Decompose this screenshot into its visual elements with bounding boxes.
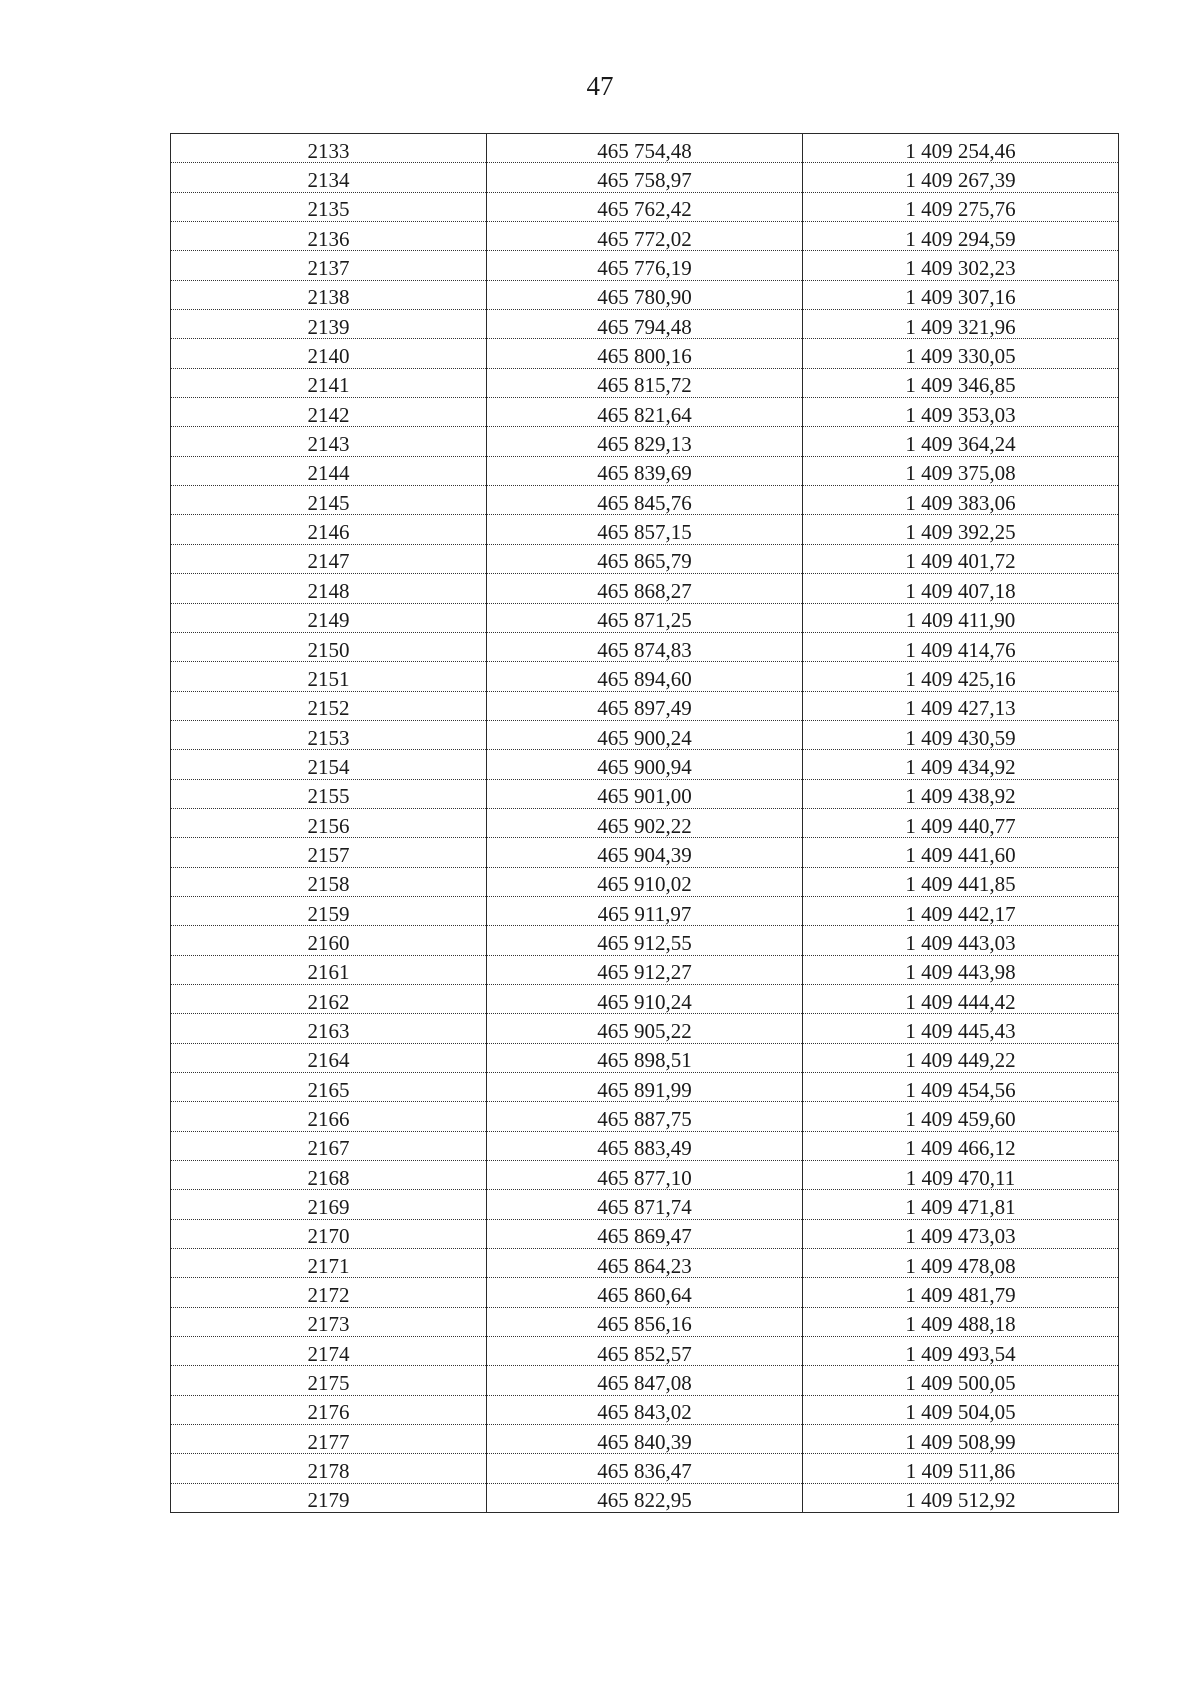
x-coordinate-cell: 465 758,97 xyxy=(487,163,803,192)
table-row xyxy=(171,486,1119,515)
table-row xyxy=(171,1278,1119,1307)
point-number-cell: 2178 xyxy=(171,1454,487,1483)
y-coordinate-cell: 1 409 445,43 xyxy=(803,1014,1119,1043)
table-row xyxy=(171,339,1119,368)
x-coordinate-cell: 465 860,64 xyxy=(487,1278,803,1307)
point-number-cell: 2145 xyxy=(171,486,487,515)
x-coordinate-cell: 465 911,97 xyxy=(487,896,803,925)
point-number-cell: 2144 xyxy=(171,456,487,485)
x-coordinate-cell: 465 900,24 xyxy=(487,720,803,749)
point-number-cell: 2157 xyxy=(171,838,487,867)
table-row xyxy=(171,720,1119,749)
table-row xyxy=(171,1483,1119,1512)
y-coordinate-cell: 1 409 454,56 xyxy=(803,1073,1119,1102)
point-number-cell: 2161 xyxy=(171,955,487,984)
table-row xyxy=(171,192,1119,221)
point-number-cell: 2142 xyxy=(171,398,487,427)
x-coordinate-cell: 465 762,42 xyxy=(487,192,803,221)
table-row xyxy=(171,779,1119,808)
table-row xyxy=(171,1425,1119,1454)
y-coordinate-cell: 1 409 481,79 xyxy=(803,1278,1119,1307)
x-coordinate-cell: 465 874,83 xyxy=(487,632,803,661)
point-number-cell: 2148 xyxy=(171,574,487,603)
table-row xyxy=(171,955,1119,984)
table-row xyxy=(171,1161,1119,1190)
table-row xyxy=(171,632,1119,661)
point-number-cell: 2165 xyxy=(171,1073,487,1102)
point-number-cell: 2154 xyxy=(171,750,487,779)
table-row xyxy=(171,750,1119,779)
y-coordinate-cell: 1 409 438,92 xyxy=(803,779,1119,808)
table-row xyxy=(171,427,1119,456)
table-row xyxy=(171,1102,1119,1131)
point-number-cell: 2171 xyxy=(171,1249,487,1278)
point-number-cell: 2164 xyxy=(171,1043,487,1072)
y-coordinate-cell: 1 409 294,59 xyxy=(803,222,1119,251)
x-coordinate-cell: 465 754,48 xyxy=(487,134,803,163)
coordinates-table xyxy=(170,133,1119,1513)
point-number-cell: 2151 xyxy=(171,662,487,691)
y-coordinate-cell: 1 409 353,03 xyxy=(803,398,1119,427)
point-number-cell: 2159 xyxy=(171,896,487,925)
x-coordinate-cell: 465 898,51 xyxy=(487,1043,803,1072)
y-coordinate-cell: 1 409 441,60 xyxy=(803,838,1119,867)
x-coordinate-cell: 465 840,39 xyxy=(487,1425,803,1454)
y-coordinate-cell: 1 409 444,42 xyxy=(803,984,1119,1013)
table-row xyxy=(171,280,1119,309)
y-coordinate-cell: 1 409 478,08 xyxy=(803,1249,1119,1278)
y-coordinate-cell: 1 409 346,85 xyxy=(803,368,1119,397)
point-number-cell: 2172 xyxy=(171,1278,487,1307)
y-coordinate-cell: 1 409 321,96 xyxy=(803,310,1119,339)
x-coordinate-cell: 465 780,90 xyxy=(487,280,803,309)
y-coordinate-cell: 1 409 364,24 xyxy=(803,427,1119,456)
y-coordinate-cell: 1 409 330,05 xyxy=(803,339,1119,368)
y-coordinate-cell: 1 409 511,86 xyxy=(803,1454,1119,1483)
x-coordinate-cell: 465 887,75 xyxy=(487,1102,803,1131)
x-coordinate-cell: 465 901,00 xyxy=(487,779,803,808)
table-row xyxy=(171,926,1119,955)
x-coordinate-cell: 465 905,22 xyxy=(487,1014,803,1043)
table-row xyxy=(171,1366,1119,1395)
y-coordinate-cell: 1 409 302,23 xyxy=(803,251,1119,280)
point-number-cell: 2155 xyxy=(171,779,487,808)
y-coordinate-cell: 1 409 471,81 xyxy=(803,1190,1119,1219)
y-coordinate-cell: 1 409 440,77 xyxy=(803,808,1119,837)
y-coordinate-cell: 1 409 414,76 xyxy=(803,632,1119,661)
point-number-cell: 2163 xyxy=(171,1014,487,1043)
table-row xyxy=(171,574,1119,603)
table-row xyxy=(171,808,1119,837)
y-coordinate-cell: 1 409 500,05 xyxy=(803,1366,1119,1395)
x-coordinate-cell: 465 856,16 xyxy=(487,1307,803,1336)
y-coordinate-cell: 1 409 508,99 xyxy=(803,1425,1119,1454)
x-coordinate-cell: 465 883,49 xyxy=(487,1131,803,1160)
point-number-cell: 2173 xyxy=(171,1307,487,1336)
point-number-cell: 2175 xyxy=(171,1366,487,1395)
point-number-cell: 2176 xyxy=(171,1395,487,1424)
table-row xyxy=(171,515,1119,544)
x-coordinate-cell: 465 910,24 xyxy=(487,984,803,1013)
y-coordinate-cell: 1 409 392,25 xyxy=(803,515,1119,544)
point-number-cell: 2162 xyxy=(171,984,487,1013)
y-coordinate-cell: 1 409 307,16 xyxy=(803,280,1119,309)
table-row xyxy=(171,691,1119,720)
y-coordinate-cell: 1 409 401,72 xyxy=(803,544,1119,573)
table-row xyxy=(171,163,1119,192)
y-coordinate-cell: 1 409 473,03 xyxy=(803,1219,1119,1248)
x-coordinate-cell: 465 836,47 xyxy=(487,1454,803,1483)
table-row xyxy=(171,838,1119,867)
x-coordinate-cell: 465 776,19 xyxy=(487,251,803,280)
point-number-cell: 2152 xyxy=(171,691,487,720)
point-number-cell: 2153 xyxy=(171,720,487,749)
y-coordinate-cell: 1 409 411,90 xyxy=(803,603,1119,632)
y-coordinate-cell: 1 409 493,54 xyxy=(803,1337,1119,1366)
x-coordinate-cell: 465 800,16 xyxy=(487,339,803,368)
y-coordinate-cell: 1 409 383,06 xyxy=(803,486,1119,515)
x-coordinate-cell: 465 900,94 xyxy=(487,750,803,779)
x-coordinate-cell: 465 847,08 xyxy=(487,1366,803,1395)
table-row xyxy=(171,1014,1119,1043)
point-number-cell: 2169 xyxy=(171,1190,487,1219)
table-row xyxy=(171,662,1119,691)
x-coordinate-cell: 465 857,15 xyxy=(487,515,803,544)
x-coordinate-cell: 465 891,99 xyxy=(487,1073,803,1102)
table-row xyxy=(171,1190,1119,1219)
coordinates-table-body xyxy=(171,134,1119,1513)
point-number-cell: 2167 xyxy=(171,1131,487,1160)
point-number-cell: 2179 xyxy=(171,1483,487,1512)
table-row xyxy=(171,456,1119,485)
point-number-cell: 2149 xyxy=(171,603,487,632)
x-coordinate-cell: 465 772,02 xyxy=(487,222,803,251)
table-row xyxy=(171,603,1119,632)
point-number-cell: 2177 xyxy=(171,1425,487,1454)
y-coordinate-cell: 1 409 254,46 xyxy=(803,134,1119,163)
point-number-cell: 2150 xyxy=(171,632,487,661)
table-row xyxy=(171,368,1119,397)
x-coordinate-cell: 465 877,10 xyxy=(487,1161,803,1190)
table-row xyxy=(171,896,1119,925)
y-coordinate-cell: 1 409 441,85 xyxy=(803,867,1119,896)
y-coordinate-cell: 1 409 470,11 xyxy=(803,1161,1119,1190)
point-number-cell: 2136 xyxy=(171,222,487,251)
point-number-cell: 2134 xyxy=(171,163,487,192)
x-coordinate-cell: 465 869,47 xyxy=(487,1219,803,1248)
x-coordinate-cell: 465 845,76 xyxy=(487,486,803,515)
point-number-cell: 2170 xyxy=(171,1219,487,1248)
y-coordinate-cell: 1 409 427,13 xyxy=(803,691,1119,720)
point-number-cell: 2137 xyxy=(171,251,487,280)
table-row xyxy=(171,1307,1119,1336)
x-coordinate-cell: 465 864,23 xyxy=(487,1249,803,1278)
x-coordinate-cell: 465 821,64 xyxy=(487,398,803,427)
point-number-cell: 2168 xyxy=(171,1161,487,1190)
y-coordinate-cell: 1 409 407,18 xyxy=(803,574,1119,603)
table-row xyxy=(171,222,1119,251)
table-row xyxy=(171,1395,1119,1424)
x-coordinate-cell: 465 839,69 xyxy=(487,456,803,485)
table-row xyxy=(171,867,1119,896)
x-coordinate-cell: 465 843,02 xyxy=(487,1395,803,1424)
point-number-cell: 2174 xyxy=(171,1337,487,1366)
y-coordinate-cell: 1 409 449,22 xyxy=(803,1043,1119,1072)
table-row xyxy=(171,134,1119,163)
y-coordinate-cell: 1 409 512,92 xyxy=(803,1483,1119,1512)
x-coordinate-cell: 465 897,49 xyxy=(487,691,803,720)
x-coordinate-cell: 465 912,55 xyxy=(487,926,803,955)
y-coordinate-cell: 1 409 466,12 xyxy=(803,1131,1119,1160)
point-number-cell: 2143 xyxy=(171,427,487,456)
x-coordinate-cell: 465 902,22 xyxy=(487,808,803,837)
y-coordinate-cell: 1 409 425,16 xyxy=(803,662,1119,691)
x-coordinate-cell: 465 815,72 xyxy=(487,368,803,397)
point-number-cell: 2133 xyxy=(171,134,487,163)
x-coordinate-cell: 465 822,95 xyxy=(487,1483,803,1512)
y-coordinate-cell: 1 409 434,92 xyxy=(803,750,1119,779)
point-number-cell: 2141 xyxy=(171,368,487,397)
x-coordinate-cell: 465 871,74 xyxy=(487,1190,803,1219)
x-coordinate-cell: 465 894,60 xyxy=(487,662,803,691)
y-coordinate-cell: 1 409 275,76 xyxy=(803,192,1119,221)
point-number-cell: 2160 xyxy=(171,926,487,955)
point-number-cell: 2139 xyxy=(171,310,487,339)
table-row xyxy=(171,1131,1119,1160)
table-row xyxy=(171,1249,1119,1278)
y-coordinate-cell: 1 409 375,08 xyxy=(803,456,1119,485)
y-coordinate-cell: 1 409 443,03 xyxy=(803,926,1119,955)
table-row xyxy=(171,1454,1119,1483)
x-coordinate-cell: 465 912,27 xyxy=(487,955,803,984)
table-row xyxy=(171,984,1119,1013)
x-coordinate-cell: 465 794,48 xyxy=(487,310,803,339)
table-row xyxy=(171,1219,1119,1248)
point-number-cell: 2138 xyxy=(171,280,487,309)
y-coordinate-cell: 1 409 430,59 xyxy=(803,720,1119,749)
table-row xyxy=(171,1073,1119,1102)
y-coordinate-cell: 1 409 504,05 xyxy=(803,1395,1119,1424)
x-coordinate-cell: 465 865,79 xyxy=(487,544,803,573)
table-row xyxy=(171,398,1119,427)
y-coordinate-cell: 1 409 267,39 xyxy=(803,163,1119,192)
y-coordinate-cell: 1 409 442,17 xyxy=(803,896,1119,925)
table-row xyxy=(171,310,1119,339)
x-coordinate-cell: 465 829,13 xyxy=(487,427,803,456)
x-coordinate-cell: 465 871,25 xyxy=(487,603,803,632)
y-coordinate-cell: 1 409 443,98 xyxy=(803,955,1119,984)
x-coordinate-cell: 465 910,02 xyxy=(487,867,803,896)
point-number-cell: 2166 xyxy=(171,1102,487,1131)
y-coordinate-cell: 1 409 488,18 xyxy=(803,1307,1119,1336)
page-number: 47 xyxy=(586,71,614,101)
x-coordinate-cell: 465 868,27 xyxy=(487,574,803,603)
point-number-cell: 2146 xyxy=(171,515,487,544)
point-number-cell: 2140 xyxy=(171,339,487,368)
point-number-cell: 2147 xyxy=(171,544,487,573)
table-row xyxy=(171,251,1119,280)
point-number-cell: 2135 xyxy=(171,192,487,221)
x-coordinate-cell: 465 852,57 xyxy=(487,1337,803,1366)
table-row xyxy=(171,1337,1119,1366)
x-coordinate-cell: 465 904,39 xyxy=(487,838,803,867)
table-row xyxy=(171,1043,1119,1072)
point-number-cell: 2158 xyxy=(171,867,487,896)
point-number-cell: 2156 xyxy=(171,808,487,837)
table-row xyxy=(171,544,1119,573)
y-coordinate-cell: 1 409 459,60 xyxy=(803,1102,1119,1131)
